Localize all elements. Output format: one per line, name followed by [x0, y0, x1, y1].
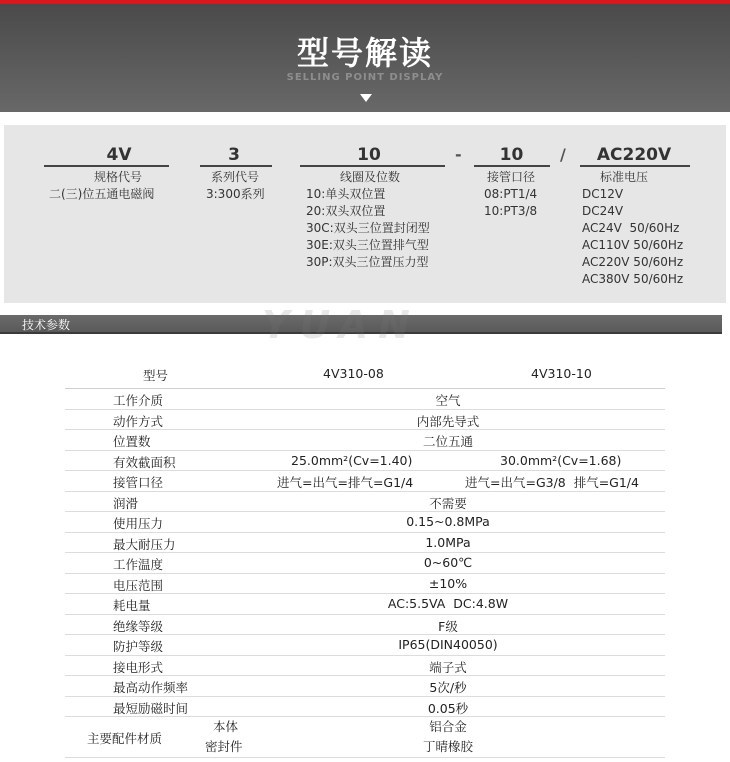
table-row [65, 615, 665, 636]
coil-item: 30C:双头三位置封闭型 [306, 221, 430, 235]
segment-underline [580, 165, 690, 167]
port-item: 10:PT3/8 [484, 204, 538, 218]
table-row [65, 594, 665, 615]
port-title: 接管口径 [487, 170, 536, 184]
separator-slash: / [560, 145, 566, 164]
row-label: 最大耐压力 [113, 536, 176, 552]
header-model-2: 4V310-10 [531, 366, 592, 381]
row-value: 5次/秒 [429, 680, 467, 695]
series-desc: 二(三)位五通电磁阀 [49, 187, 155, 201]
row-label: 工作温度 [113, 557, 164, 572]
row-value: 端子式 [429, 659, 467, 675]
row-label: 接管口径 [113, 475, 164, 490]
row-label: 位置数 [113, 434, 151, 449]
materials-row [65, 717, 665, 758]
row-label: 绝缘等级 [113, 618, 164, 634]
table-row [65, 635, 665, 656]
voltage-item: AC380V 50/60Hz [582, 272, 684, 286]
voltage-item: AC24V 50/60Hz [582, 221, 680, 235]
row-value: F级 [438, 618, 458, 634]
row-value: AC:5.5VA DC:4.8W [387, 596, 509, 611]
table-row [65, 389, 665, 410]
voltage-item: AC110V 50/60Hz [582, 238, 684, 252]
segment-voltage: AC220V [596, 145, 672, 165]
row-label: 润滑 [113, 495, 139, 511]
segment-underline [200, 165, 272, 167]
row-label: 动作方式 [113, 413, 164, 429]
header-name: 型号 [143, 368, 169, 383]
row-label: 使用压力 [113, 516, 164, 531]
table-row [65, 471, 665, 492]
code-desc: 3:300系列 [206, 187, 265, 201]
coil-item: 20:双头双位置 [306, 204, 386, 218]
coil-item: 10:单头双位置 [306, 187, 386, 201]
tech-params-label: 技术参数 [22, 318, 71, 332]
segment-underline [474, 165, 550, 167]
row-value: ±10% [428, 575, 468, 591]
brand-watermark: YUAN [262, 303, 420, 347]
row-value: 空气 [435, 393, 461, 408]
row-value: 1.0MPa [425, 534, 471, 550]
row-value: 0.05秒 [427, 700, 469, 716]
coil-item: 30E:双头三位置排气型 [306, 238, 429, 252]
separator-dash: - [455, 145, 462, 164]
spec-header-row [65, 358, 665, 389]
row-value-2: 进气=出气=G3/8 排气=G1/4 [465, 475, 639, 490]
header-model-1: 4V310-08 [323, 366, 384, 381]
row-label: 有效截面积 [113, 454, 176, 470]
materials-seal-label: 密封件 [205, 739, 243, 754]
banner-title: 型号解读 [296, 34, 433, 72]
row-value-1: 25.0mm²(Cv=1.40) [291, 452, 413, 468]
row-value: 内部先导式 [416, 413, 480, 429]
row-value: 不需要 [429, 495, 467, 511]
row-label: 防护等级 [113, 639, 164, 654]
materials-body-value: 铝合金 [429, 719, 467, 734]
model-decoding-panel [4, 125, 726, 303]
materials-seal-value: 丁晴橡胶 [422, 739, 473, 754]
code-title: 系列代号 [211, 170, 260, 184]
table-row [65, 533, 665, 554]
row-label: 耗电量 [113, 598, 151, 613]
voltage-item: DC24V [582, 204, 624, 218]
coil-item: 30P:双头三位置压力型 [306, 255, 429, 269]
table-row [65, 656, 665, 677]
row-label: 工作介质 [113, 393, 164, 408]
segment-underline [300, 165, 445, 167]
row-value: 二位五通 [422, 434, 473, 449]
table-row [65, 676, 665, 697]
table-row [65, 574, 665, 595]
spec-table [65, 358, 665, 758]
row-value-2: 30.0mm²(Cv=1.68) [500, 452, 622, 468]
table-row [65, 512, 665, 533]
voltage-title: 标准电压 [600, 170, 649, 184]
voltage-item: DC12V [582, 187, 624, 201]
segment-series: 4V [106, 145, 132, 165]
coil-title: 线圈及位数 [340, 170, 401, 184]
row-label: 电压范围 [113, 577, 164, 593]
table-row [65, 553, 665, 574]
header-banner [0, 4, 730, 112]
row-label: 最短励磁时间 [113, 700, 189, 716]
table-row [65, 451, 665, 472]
row-value: 0.15~0.8MPa [406, 514, 490, 529]
port-item: 08:PT1/4 [484, 187, 538, 201]
table-row [65, 410, 665, 431]
down-arrow-icon [360, 94, 372, 102]
banner-subtitle: SELLING POINT DISPLAY [286, 72, 444, 83]
materials-label: 主要配件材质 [87, 731, 163, 746]
segment-code: 3 [228, 145, 240, 165]
series-title: 规格代号 [94, 170, 143, 184]
table-row [65, 492, 665, 513]
row-value: 0~60℃ [423, 555, 473, 570]
segment-coil: 10 [357, 145, 381, 165]
row-value: IP65(DIN40050) [398, 637, 498, 652]
row-label: 最高动作频率 [113, 680, 189, 695]
segment-underline [44, 165, 169, 167]
materials-body-label: 本体 [213, 719, 239, 734]
table-row [65, 697, 665, 718]
table-row [65, 430, 665, 451]
row-label: 接电形式 [113, 659, 164, 675]
row-value-1: 进气=出气=排气=G1/4 [277, 475, 414, 490]
segment-port: 10 [499, 145, 524, 165]
voltage-item: AC220V 50/60Hz [582, 255, 684, 269]
